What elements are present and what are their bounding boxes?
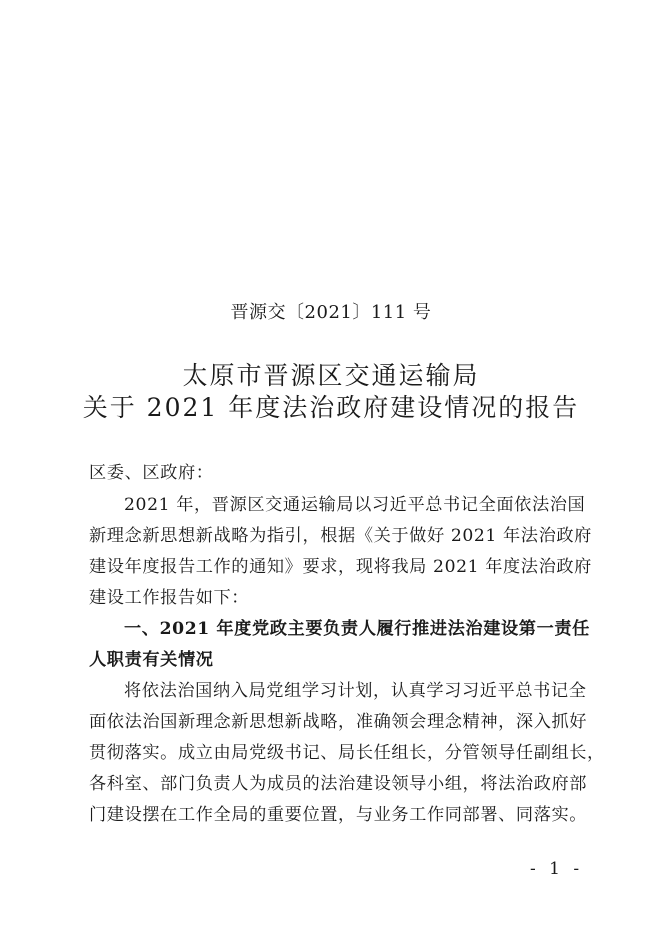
section-heading-line-1: 一、2021 年度党政主要负责人履行推进法治建设第一责任	[124, 619, 590, 639]
section-body-line-1: 将依法治国纳入局党组学习计划，认真学习习近平总书记全	[124, 681, 587, 701]
intro-line-1: 2021 年，晋源区交通运输局以习近平总书记全面依法治国	[124, 495, 586, 515]
page-number: - 1 -	[530, 859, 584, 879]
intro-line-3: 建设年度报告工作的通知》要求，现将我局 2021 年度法治政府	[89, 557, 592, 577]
salutation: 区委、区政府：	[89, 463, 214, 483]
document-title-line-1: 太原市晋源区交通运输局	[182, 361, 480, 390]
document-title-line-2: 关于 2021 年度法治政府建设情况的报告	[82, 393, 580, 422]
section-body-line-2: 面依法治国新理念新思想新战略，准确领会理念精神，深入抓好	[89, 712, 588, 732]
intro-line-2: 新理念新思想新战略为指引，根据《关于做好 2021 年法治政府	[89, 526, 592, 546]
intro-line-4: 建设工作报告如下：	[89, 588, 250, 608]
section-heading-line-2: 人职责有关情况	[89, 650, 214, 670]
section-body-line-5: 门建设摆在工作全局的重要位置，与业务工作同部署、同落实。	[89, 805, 588, 825]
document-number: 晋源交〔2021〕111 号	[230, 302, 432, 323]
section-body-line-3: 贯彻落实。成立由局党级书记、局长任组长，分管领导任副组长，	[89, 743, 605, 763]
section-body-line-4: 各科室、部门负责人为成员的法治建设领导小组，将法治政府部	[89, 774, 588, 794]
